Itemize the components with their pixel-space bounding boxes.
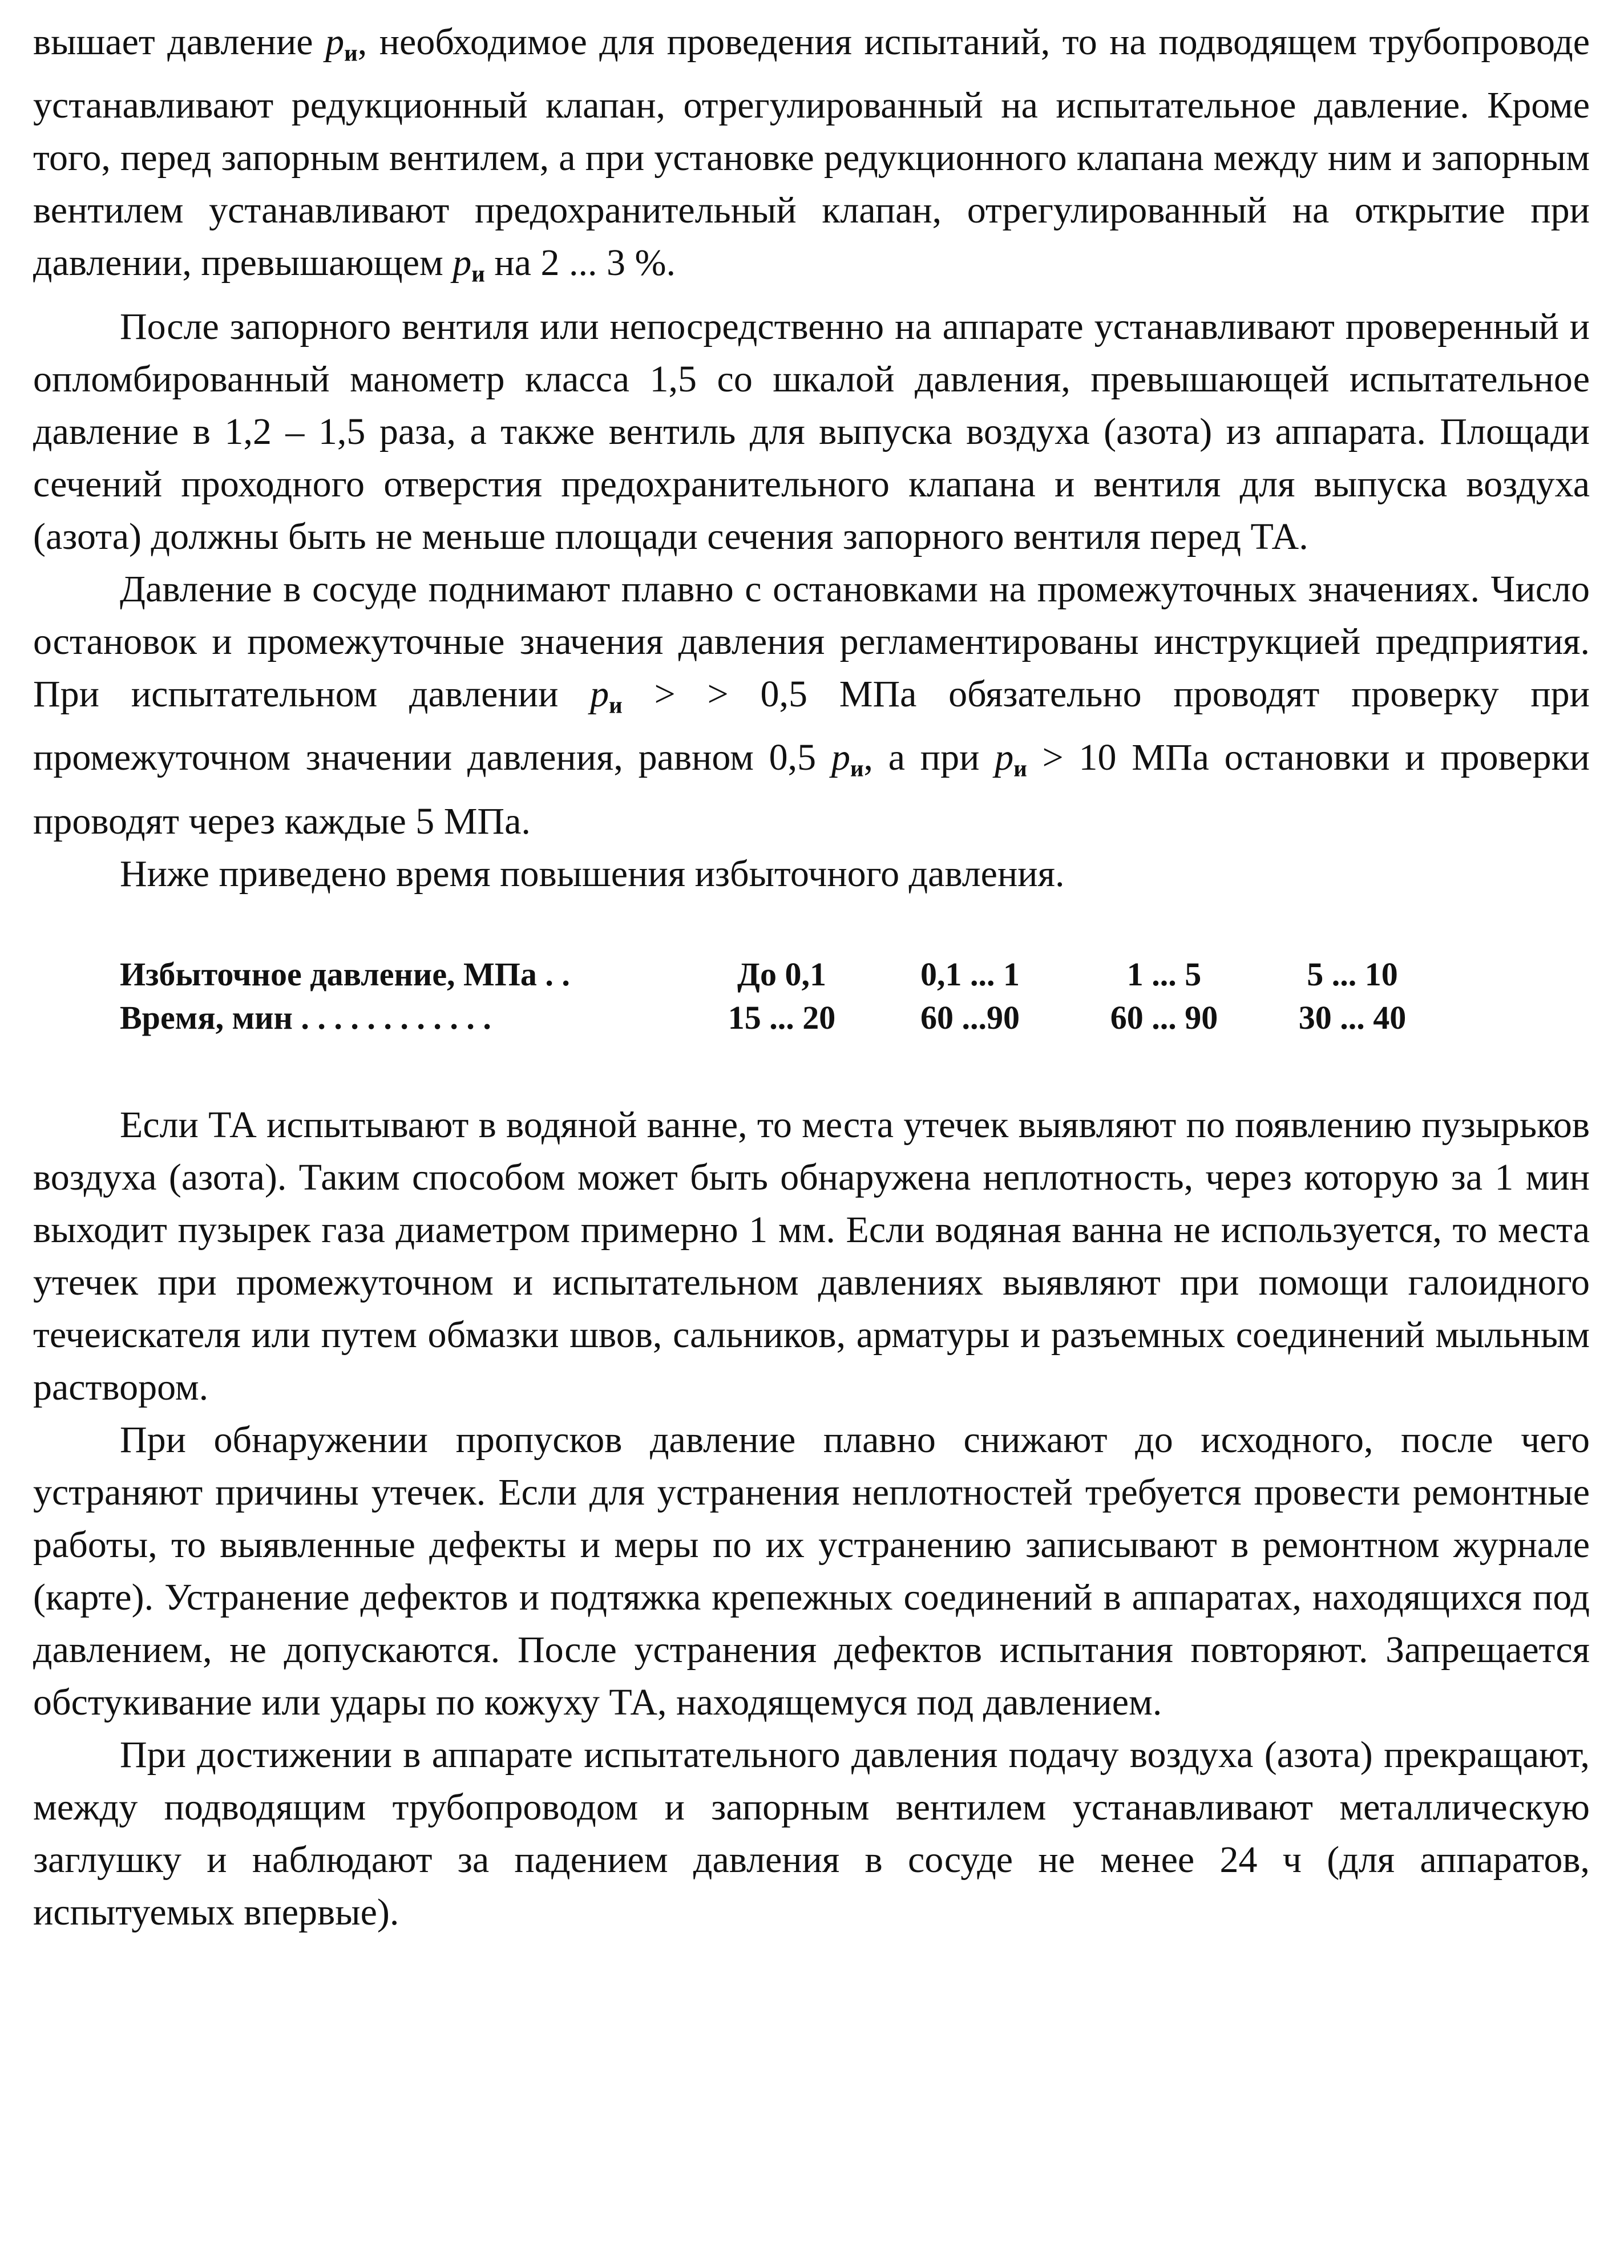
table-label-time: Время, мин . . . . . . . . . . . .: [120, 998, 491, 1036]
math-symbol: [590, 673, 623, 718]
paragraph: [33, 1414, 1590, 1729]
table-cell: 1 ... 5: [1126, 955, 1202, 993]
text-run: При достижении в аппарате испытательного давления подачу воздуха (азота) прекращают, между подводящим трубопроводом и запорным вентилем устанавливают металлическую заглушку и наблюдают за падением давления в сосуде не менее 24 ч (для аппаратов, испытуемых впервые).: [33, 1733, 1590, 1933]
symbol-subscript: и: [1013, 755, 1027, 782]
table-cell: 60 ... 90: [1110, 998, 1218, 1036]
text-run: вышает давление: [33, 21, 326, 63]
table-cell: 5 ... 10: [1307, 955, 1398, 993]
text-body-after-table: [33, 1099, 1590, 1939]
symbol-subscript: и: [471, 261, 485, 287]
text-run: на 2 ... 3 %.: [484, 242, 676, 284]
math-symbol: [453, 242, 485, 287]
paragraph: [33, 16, 1590, 301]
text-body-before-table: [33, 16, 1590, 900]
paragraph: [33, 848, 1590, 900]
table-cell: 60 ...90: [920, 998, 1020, 1036]
table-cell: 30 ... 40: [1298, 998, 1407, 1036]
text-run: , необходимое для проведения испытаний, то на подводящем трубопроводе устанавливают редукционный клапан, отрегулированный на испытательное давление. Кроме того, перед запорным вентилем, а при установке редукционного клапана между ним и запорным вентилем устанавливают предохранительный клапан, отрегулированный на открытие при давлении, превышающем: [33, 21, 1590, 284]
math-symbol: [831, 737, 864, 782]
symbol-base: p: [325, 21, 345, 63]
table-label-pressure: Избыточное давление, МПа . .: [120, 955, 570, 993]
text-run: > > 0,5 МПа обязательно проводят проверку при промежуточном значении давления, равном 0,5: [33, 673, 1590, 779]
paragraph: [33, 563, 1590, 848]
text-run: , а при: [863, 737, 995, 779]
table-row-time: [120, 996, 1590, 1040]
symbol-subscript: и: [609, 692, 623, 718]
pressure-time-table: [120, 953, 1590, 1040]
symbol-base: p: [995, 737, 1014, 779]
text-run: Ниже приведено время повышения избыточного давления.: [120, 852, 1065, 895]
symbol-base: p: [590, 673, 609, 715]
math-symbol: [325, 21, 358, 66]
text-run: После запорного вентиля или непосредственно на аппарате устанавливают проверенный и опломбированный манометр класса 1,5 со шкалой давления, превышающей испытательное давление в 1,2 – 1,5 раза, а также вентиль для выпуска воздуха (азота) из аппарата. Площади сечений проходного отверстия предохранительного клапана и вентиля для выпуска воздуха (азота) должны быть не меньше площади сечения запорного вентиля перед ТА.: [33, 305, 1590, 557]
math-symbol: [995, 737, 1027, 782]
text-run: > 10 МПа остановки и проверки проводят через каждые 5 МПа.: [33, 737, 1590, 842]
document-page: [33, 16, 1590, 1939]
paragraph: [33, 1099, 1590, 1414]
table-cell: До 0,1: [737, 955, 826, 993]
table-row-pressure: [120, 953, 1590, 996]
table-cell: 15 ... 20: [728, 998, 836, 1036]
table-cell: 0,1 ... 1: [920, 955, 1020, 993]
symbol-subscript: и: [344, 40, 358, 66]
symbol-subscript: и: [850, 755, 864, 782]
symbol-base: p: [831, 737, 850, 779]
paragraph: [33, 301, 1590, 563]
paragraph: [33, 1729, 1590, 1939]
symbol-base: p: [453, 242, 472, 284]
text-run: Если ТА испытывают в водяной ванне, то места утечек выявляют по появлению пузырьков воздуха (азота). Таким способом может быть обнаружена неплотность, через которую за 1 мин выходит пузырек газа диаметром примерно 1 мм. Если водяная ванна не используется, то места утечек при промежуточном и испытательном давлениях выявляют при помощи галоидного течеискателя или путем обмазки швов, сальников, арматуры и разъемных соединений мыльным раствором.: [33, 1103, 1590, 1408]
text-run: При обнаружении пропусков давление плавно снижают до исходного, после чего устраняют причины утечек. Если для устранения неплотностей требуется провести ремонтные работы, то выявленные дефекты и меры по их устранению записывают в ремонтном журнале (карте). Устранение дефектов и подтяжка крепежных соединений в аппаратах, находящихся под давлением, не допускаются. После устранения дефектов испытания повторяют. Запрещается обстукивание или удары по кожуху ТА, находящемуся под давлением.: [33, 1418, 1590, 1723]
text-run: Давление в сосуде поднимают плавно с остановками на промежуточных значениях. Число остановок и промежуточные значения давления регламентированы инструкцией предприятия. При испытательном давлении: [33, 568, 1590, 715]
